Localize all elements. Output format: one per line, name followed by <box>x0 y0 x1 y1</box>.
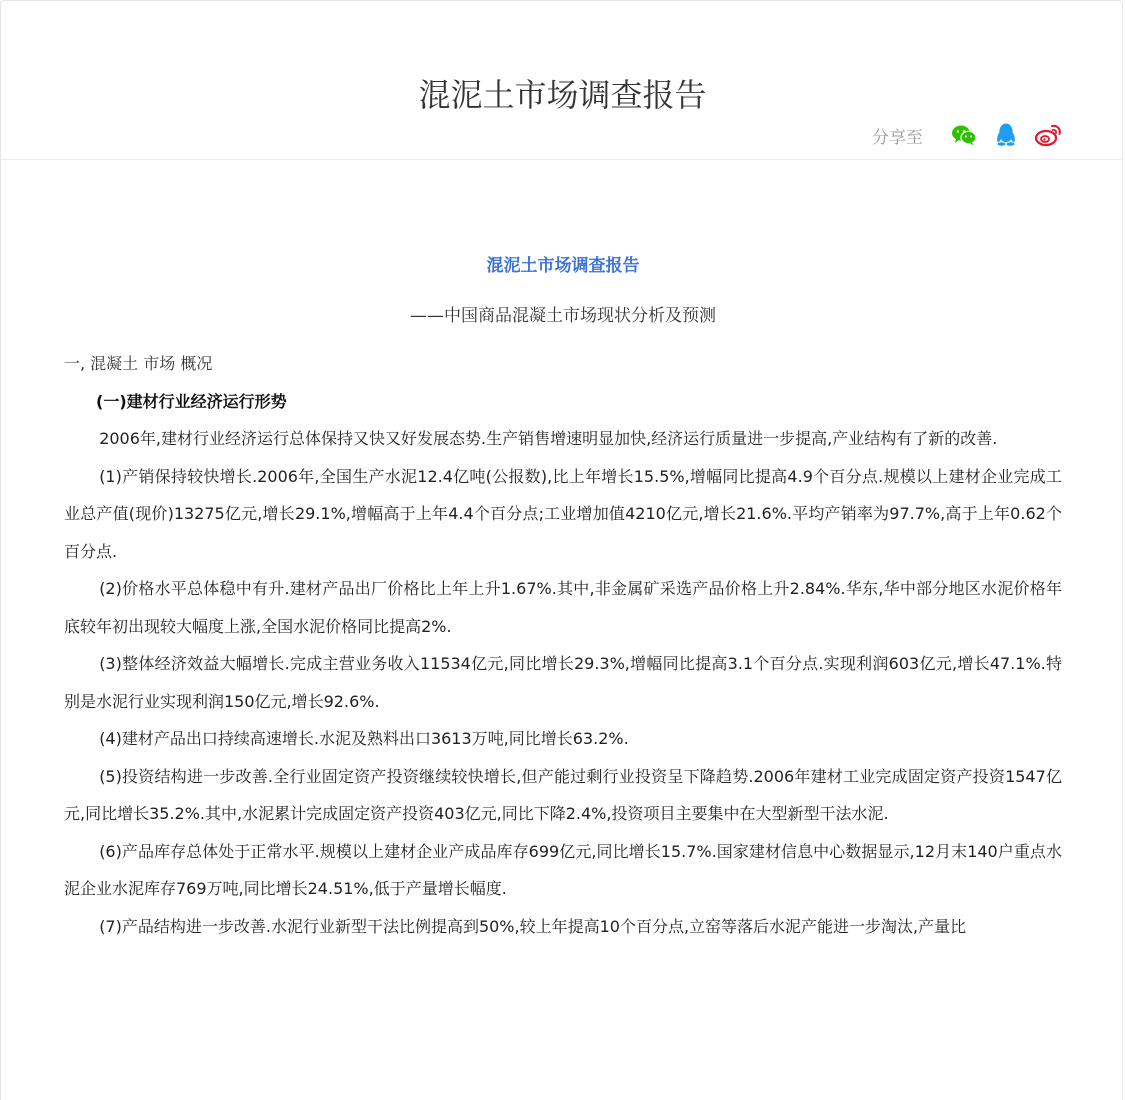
subsection-heading: (一)建材行业经济运行形势 <box>96 392 287 411</box>
paragraph: 2006年,建材行业经济运行总体保持又快又好发展态势.生产销售增速明显加快,经济运行质量进一步提高,产业结构有了新的改善. <box>99 429 998 448</box>
paragraph: (4)建材产品出口持续高速增长.水泥及熟料出口3613万吨,同比增长63.2%. <box>99 729 629 748</box>
share-bar <box>872 120 1063 150</box>
section-heading: 一, 混凝土 市场 概况 <box>64 354 213 373</box>
article-title: 混泥土市场调查报告 <box>486 256 640 276</box>
qq-icon[interactable] <box>991 120 1021 150</box>
paragraph: (6)产品库存总体处于正常水平.规模以上建材企业产成品库存699亿元,同比增长15.7%.国家建材信息中心数据显示,12月末140户重点水泥企业水泥库存769万吨,同比增长24.51%,低于产量增长幅度. <box>64 841 1062 898</box>
page-title: 混泥土市场调查报告 <box>418 76 707 115</box>
weibo-icon[interactable] <box>1033 120 1063 150</box>
paragraph: (5)投资结构进一步改善.全行业固定资产投资继续较快增长,但产能过剩行业投资呈下降趋势.2006年建材工业完成固定资产投资1547亿元,同比增长35.2%.其中,水泥累计完成固定资产投资403亿元,同比下降2.4%,投资项目主要集中在大型新型干法水泥. <box>64 766 1062 823</box>
paragraph: (7)产品结构进一步改善.水泥行业新型干法比例提高到50%,较上年提高10个百分点,立窑等落后水泥产能进一步淘汰,产量比 <box>99 916 967 936</box>
article-subtitle: ——中国商品混凝土市场现状分析及预测 <box>410 306 716 326</box>
paragraph: (1)产销保持较快增长.2006年,全国生产水泥12.4亿吨(公报数),比上年增长15.5%,增幅同比提高4.9个百分点.规模以上建材企业完成工业总产值(现价)13275亿元,增长29.1%,增幅高于上年4.4个百分点;工业增加值4210亿元,增长21.6%.平均产销率为97.7%,高于上年0.62个百分点. <box>64 466 1062 561</box>
share-label: 分享至 <box>872 127 923 148</box>
article-body <box>64 248 1062 945</box>
paragraph: (3)整体经济效益大幅增长.完成主营业务收入11534亿元,同比增长29.3%,增幅同比提高3.1个百分点.实现利润603亿元,增长47.1%.特别是水泥行业实现利润150亿元,增长92.6%. <box>64 654 1062 711</box>
header-divider <box>1 159 1123 160</box>
wechat-icon[interactable] <box>949 120 979 150</box>
paragraph: (2)价格水平总体稳中有升.建材产品出厂价格比上年上升1.67%.其中,非金属矿采选产品价格上升2.84%.华东,华中部分地区水泥价格年底较年初出现较大幅度上涨,全国水泥价格同比提高2%. <box>64 579 1062 636</box>
